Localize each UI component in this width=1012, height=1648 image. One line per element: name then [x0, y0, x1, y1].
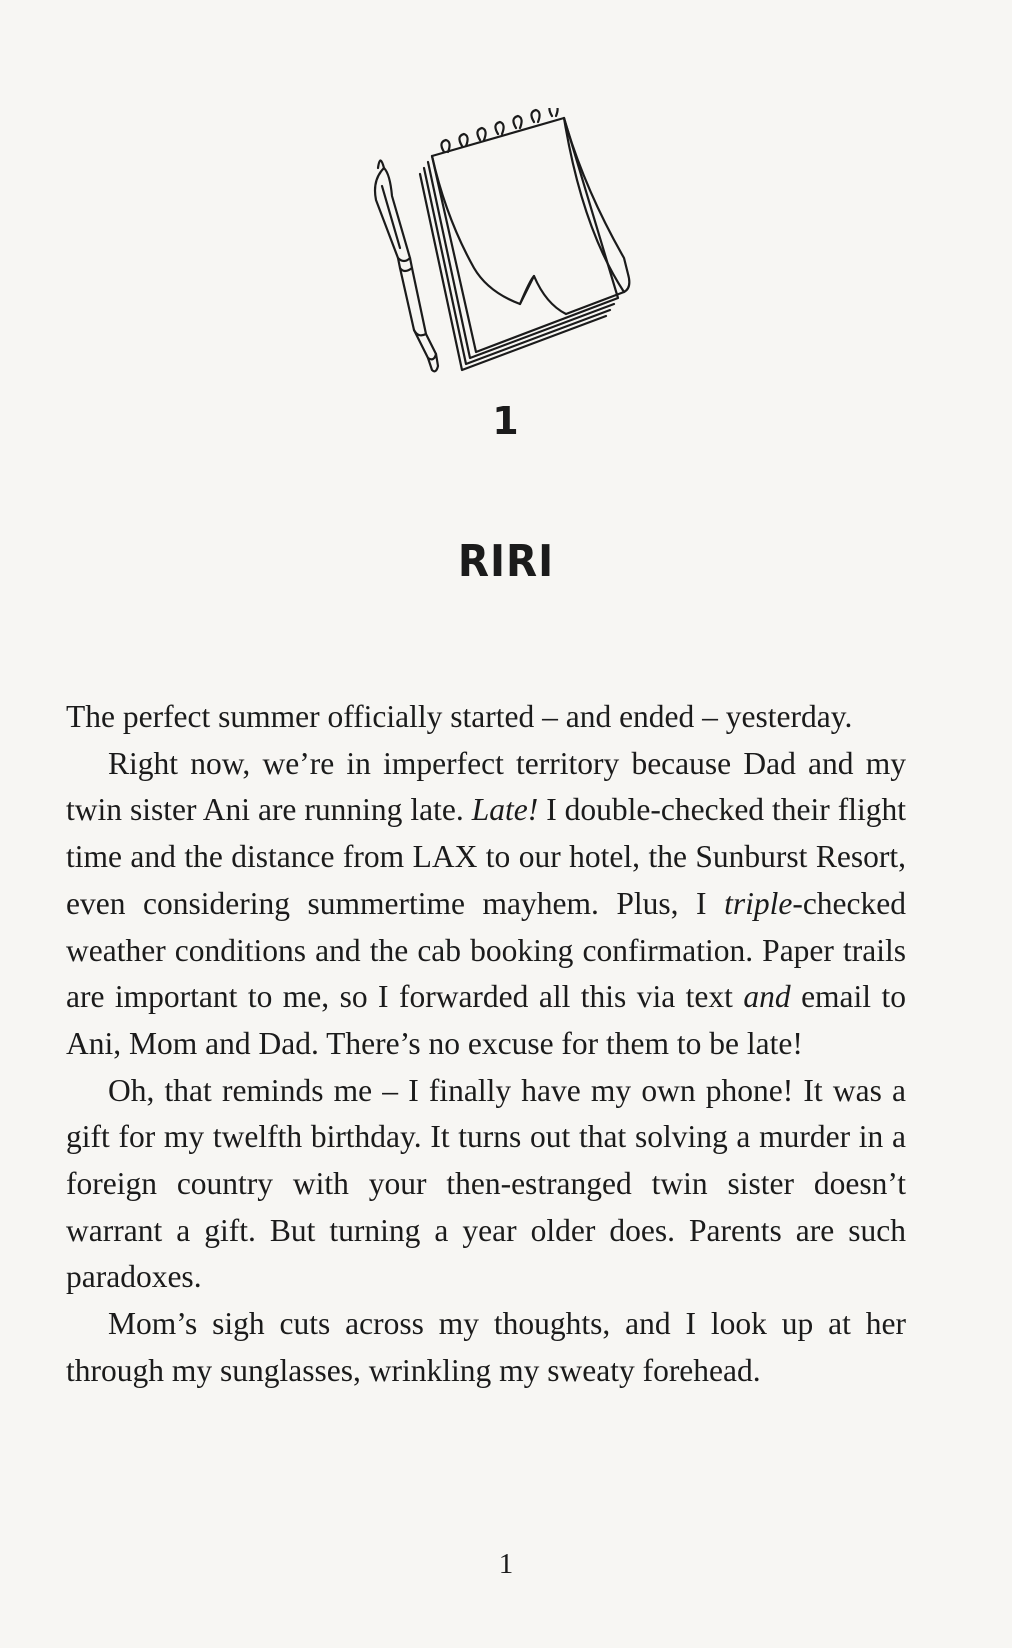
- paragraph: [66, 1068, 906, 1302]
- chapter-title: RIRI: [457, 536, 555, 587]
- paragraph: [66, 741, 906, 1068]
- paragraph-text: The perfect summer officially started – and ended – yesterday.: [66, 699, 853, 734]
- paragraph: [66, 1301, 906, 1394]
- paragraph-text: Oh, that reminds me – I finally have my own phone! It was a gift for my twelfth birthday. It turns out that solving a murder in a foreign country with your then-estranged twin sister doesn’t warrant a gift. But turning a year older does. Parents are such paradoxes.: [66, 1072, 906, 1295]
- paragraph-text: -checked weather conditions and the cab booking confirmation. Paper trails are important to me, so I forwarded all this via text: [66, 885, 906, 1015]
- paragraph-text: email to Ani, Mom and Dad. There’s no excuse for them to be late!: [66, 979, 906, 1061]
- paragraph: [66, 694, 906, 741]
- paragraph-text: I double-checked their flight time and the distance from LAX to our hotel, the Sunburst Resort, even considering summertime mayhem. Plus, I: [66, 792, 906, 921]
- chapter-number: 1: [492, 399, 520, 443]
- paragraph-text: Right now, we’re in imperfect territory because Dad and my twin sister Ani are running late.: [66, 745, 906, 828]
- emphasis-text: Late!: [471, 792, 539, 828]
- notepad-icon: [420, 108, 629, 370]
- page-number: 1: [498, 1548, 514, 1580]
- emphasis-text: and: [743, 979, 791, 1015]
- paragraph-text: Mom’s sigh cuts across my thoughts, and I look up at her through my sunglasses, wrinkling my sweaty forehead.: [66, 1306, 906, 1388]
- pen-and-notepad-icon: [370, 108, 670, 388]
- emphasis-text: triple: [724, 885, 793, 921]
- chapter-body: [66, 694, 906, 1395]
